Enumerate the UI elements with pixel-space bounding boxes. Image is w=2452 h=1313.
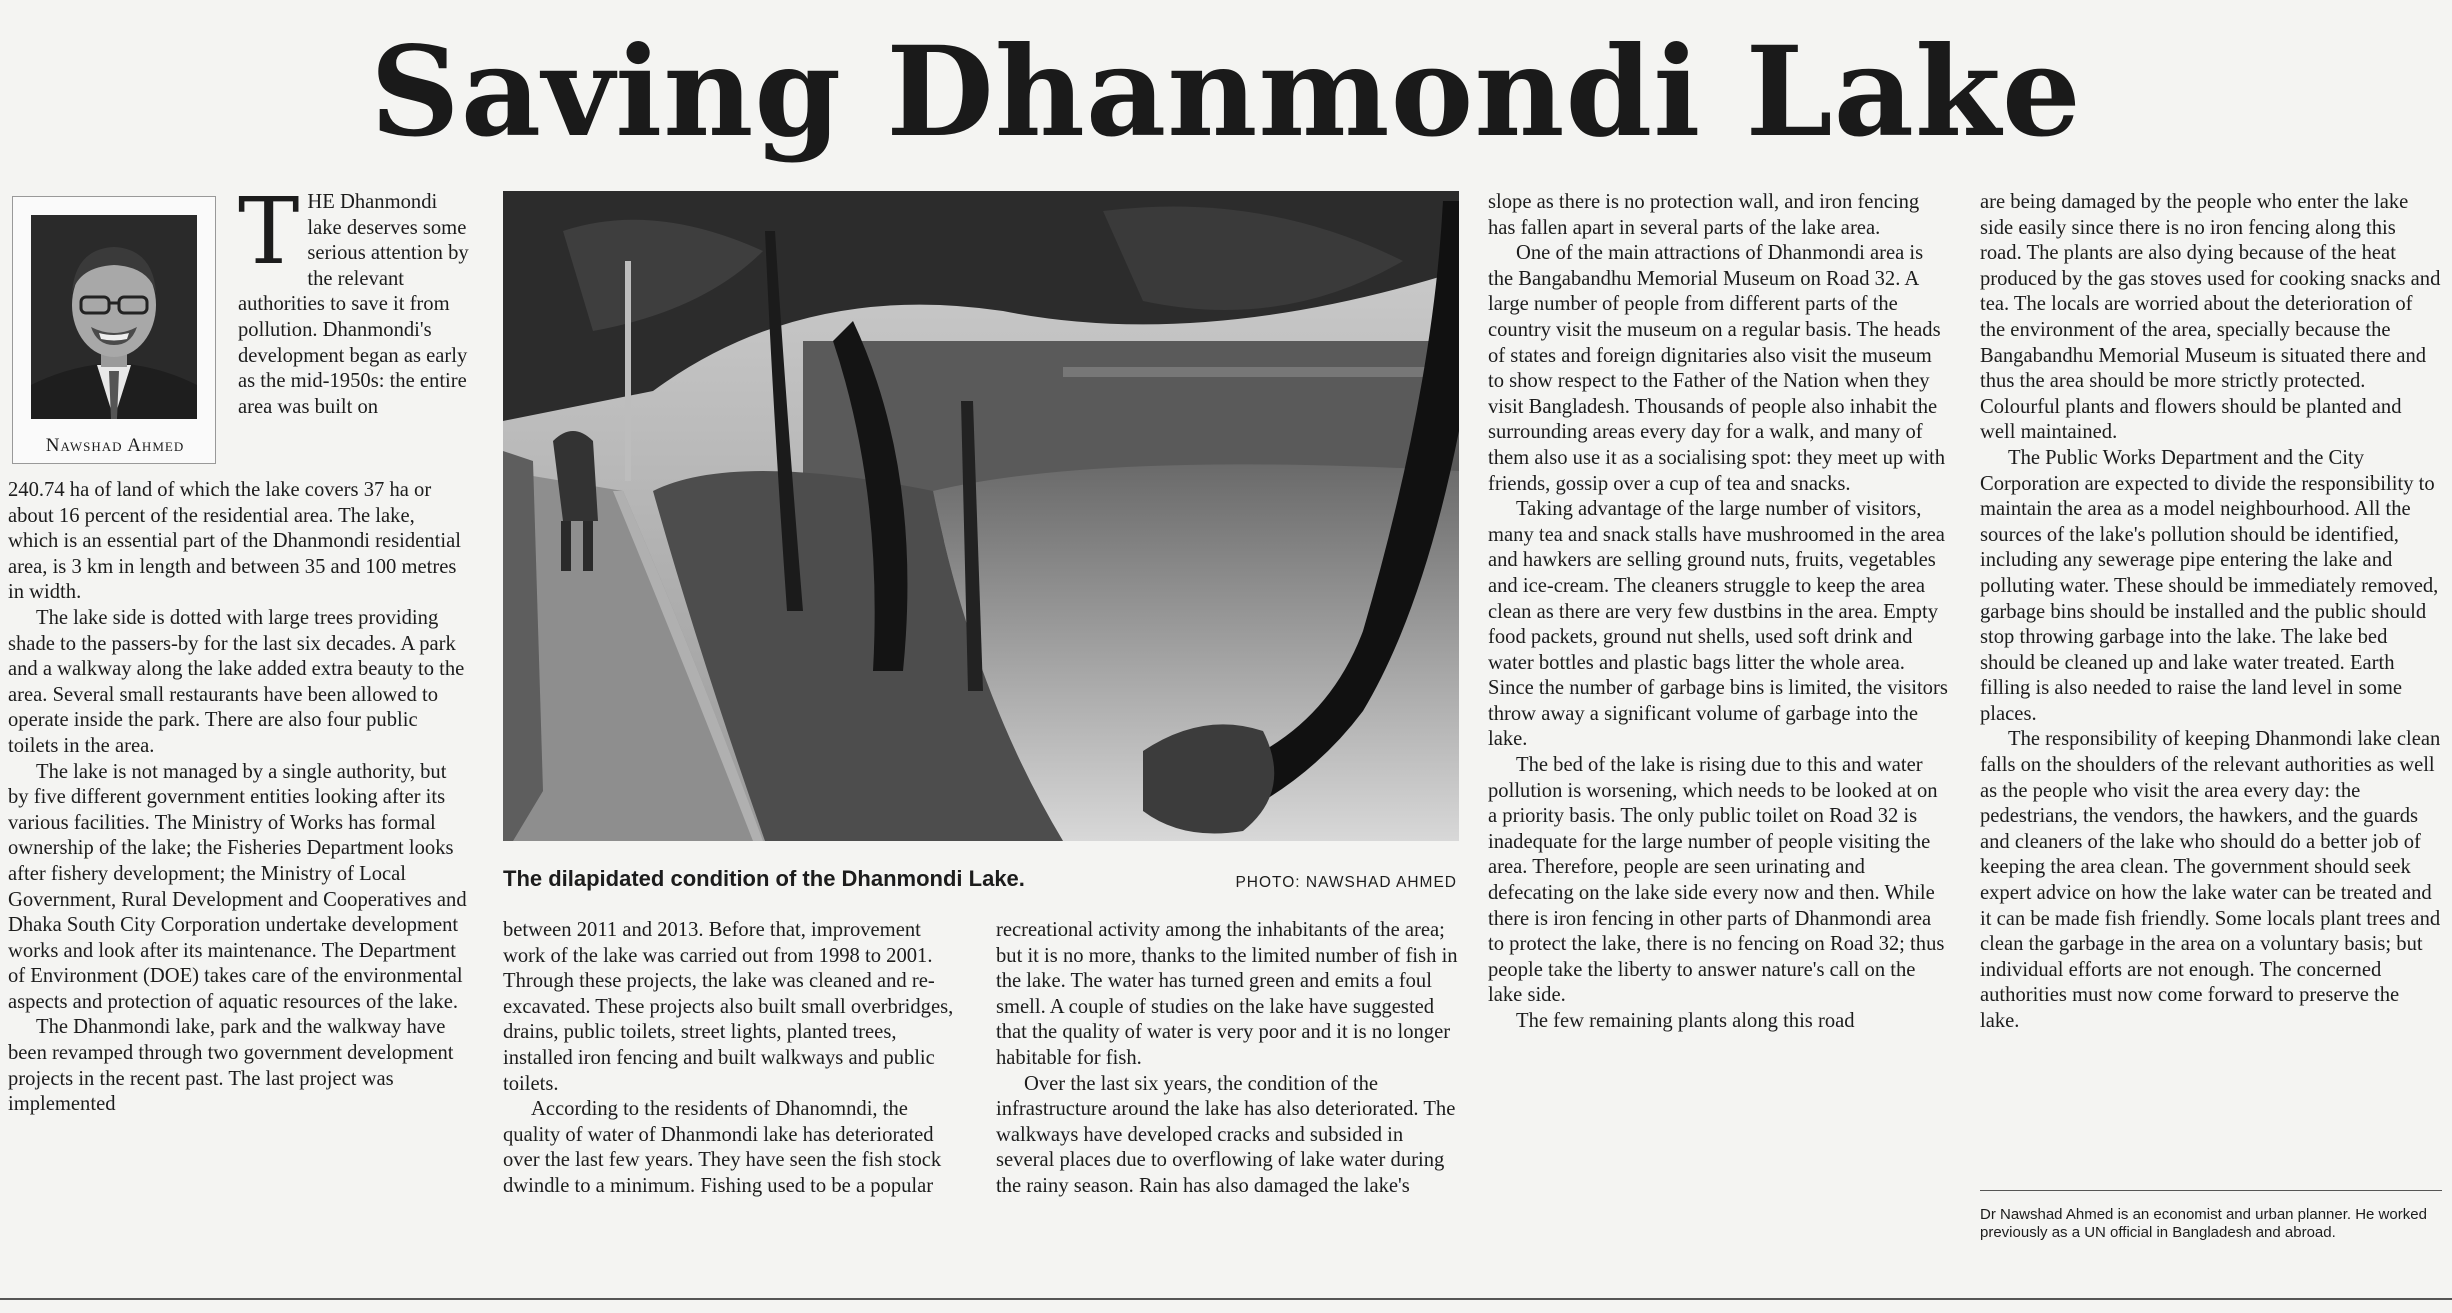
article-paragraph: recreational activity among the inhabitants of the area; but it is no more, thanks to the limited number of fish in the lake. The water has turned green and emits a foul smell. A couple of studies on the lake have suggested that the quality of water is very poor and it is no longer habitable for fish. xyxy=(996,919,1458,1069)
article-column-1a xyxy=(238,178,470,420)
article-paragraph: The Public Works Department and the City Corporation are expected to divide the responsibility to maintain the area as a model neighbourhood. All the sources of the lake's pollution should be identified, including any sewerage pipe entering the lake and polluting water. These should be immediately removed, garbage bins should be installed and the public should stop throwing garbage into the lake. The lake bed should be cleaned up and lake water treated. Earth filling is also needed to raise the land level in some places. xyxy=(1980,446,2439,725)
article-paragraph: According to the residents of Dhanomndi, the quality of water of Dhanmondi lake has deteriorated over the last few years. They have seen the fish stock dwindle to a minimum. Fishing used to be a popular xyxy=(503,1098,942,1197)
author-name: Nawshad Ahmed xyxy=(45,435,185,456)
bottom-rule xyxy=(0,1298,2452,1300)
article-paragraph: The responsibility of keeping Dhanmondi lake clean falls on the shoulders of the relevant authorities as well as the people who visit the area every day: the pedestrians, the vendors, the hawkers, and the guards and cleaners of the lake who should do a better job of keeping the area clean. The government should seek expert advice on how the lake water can be treated and it can be made fish friendly. Some locals plant trees and clean the garbage in the area on a voluntary basis; but individual efforts are not enough. The concerned authorities must now come forward to preserve the lake. xyxy=(1980,728,2441,1032)
article-column-4 xyxy=(1488,190,1950,1035)
article-paragraph: slope as there is no protection wall, and iron fencing has fallen apart in several parts of the lake area. xyxy=(1488,191,1920,239)
article-column-5 xyxy=(1980,190,2442,1035)
author-portrait xyxy=(31,215,197,419)
article-column-1b xyxy=(8,478,470,1118)
article-paragraph: The lake side is dotted with large trees providing shade to the passers-by for the last six decades. A park and a walkway along the lake added extra beauty to the area. Several small restaurants have been allowed to operate inside the park. There are also four public toilets in the area. xyxy=(8,606,465,757)
article-column-3 xyxy=(996,918,1458,1200)
article-paragraph: 240.74 ha of land of which the lake covers 37 ha or about 16 percent of the residential area. The lake, which is an essential part of the Dhanmondi residential area, is 3 km in length and between 35 and 100 metres in width. xyxy=(8,479,461,604)
article-paragraph: between 2011 and 2013. Before that, improvement work of the lake was carried out from 1998 to 2001. Through these projects, the lake was cleaned and re-excavated. These projects also built small overbridges, drains, public toilets, street lights, planted trees, installed iron fencing and built walkways and public toilets. xyxy=(503,919,954,1095)
photo-caption: The dilapidated condition of the Dhanmondi Lake. xyxy=(503,866,1025,891)
author-bio: Dr Nawshad Ahmed is an economist and urban planner. He worked previously as a UN official in Bangladesh and abroad. xyxy=(1980,1206,2427,1241)
author-photo-box xyxy=(12,196,216,464)
lake-photo xyxy=(503,191,1459,841)
article-paragraph: The lake is not managed by a single authority, but by five different government entities looking after its various facilities. The Ministry of Works has formal ownership of the lake; the Fisheries Department looks after fishery development; the Ministry of Local Government, Rural Development and Cooperatives and Dhaka South City Corporation undertake development works and look after its maintenance. The Department of Environment (DOE) takes care of the environmental aspects and protection of aquatic resources of the lake. xyxy=(8,760,467,1013)
drop-cap: T xyxy=(238,178,300,285)
article-paragraph: Over the last six years, the condition of the infrastructure around the lake has also deteriorated. The walkways have developed cracks and subsided in several places due to overflowing of lake water during the rainy season. Rain has also damaged the lake's xyxy=(996,1072,1456,1197)
article-paragraph: are being damaged by the people who enter the lake side easily since there is no iron fencing along this road. The plants are also dying because of the heat produced by the gas stoves used for cooking snacks and tea. The locals are worried about the deterioration of the environment of the area, specially because the Bangabandhu Memorial Museum is situated there and thus the area should be more strictly protected. Colourful plants and flowers should be planted and well maintained. xyxy=(1980,191,2441,444)
article-column-2 xyxy=(503,918,965,1200)
headline: Saving Dhanmondi Lake xyxy=(370,20,2082,165)
article-paragraph: The bed of the lake is rising due to this and water pollution is worsening, which needs to be looked at on a priority basis. The only public toilet on Road 32 is inadequate for the large number of people visiting the area. Therefore, people are seen urinating and defecating on the lake side every now and then. While there is iron fencing in other parts of Dhanmondi area to protect the lake, there is no fencing on Road 32; thus people take the liberty to answer nature's call on the lake side. xyxy=(1488,754,1945,1007)
article-paragraph: The few remaining plants along this road xyxy=(1516,1010,1855,1032)
photo-credit: PHOTO: NAWSHAD AHMED xyxy=(1235,874,1457,891)
article-paragraph: THE Dhanmondi lake deserves some serious attention by the relevant authorities to save it from pollution. Dhanmondi's development began as early as the mid-1950s: the entire area was built on xyxy=(238,178,469,418)
bio-divider xyxy=(1980,1190,2442,1191)
article-paragraph: The Dhanmondi lake, park and the walkway have been revamped through two government development projects in the recent past. The last project was implemented xyxy=(8,1016,454,1116)
article-paragraph: Taking advantage of the large number of visitors, many tea and snack stalls have mushroomed in the area and hawkers are selling ground nuts, fruits, vegetables and ice-cream. The cleaners struggle to keep the area clean as there are very few dustbins in the area. Empty food packets, ground nut shells, used soft drink and water bottles and plastic bags litter the whole area. Since the number of garbage bins is limited, the visitors throw away a significant volume of garbage into the lake. xyxy=(1488,498,1948,751)
article-paragraph: One of the main attractions of Dhanmondi area is the Bangabandhu Memorial Museum on Road 32. A large number of people from different parts of the country visit the museum on a regular basis. The heads of states and foreign dignitaries also visit the museum to show respect to the Father of the Nation when they visit Bangladesh. Thousands of people also inhabit the surrounding areas every day for a walk, and many of them also use it as a socialising spot: they meet up with friends, gossip over a cup of tea and snacks. xyxy=(1488,242,1945,495)
